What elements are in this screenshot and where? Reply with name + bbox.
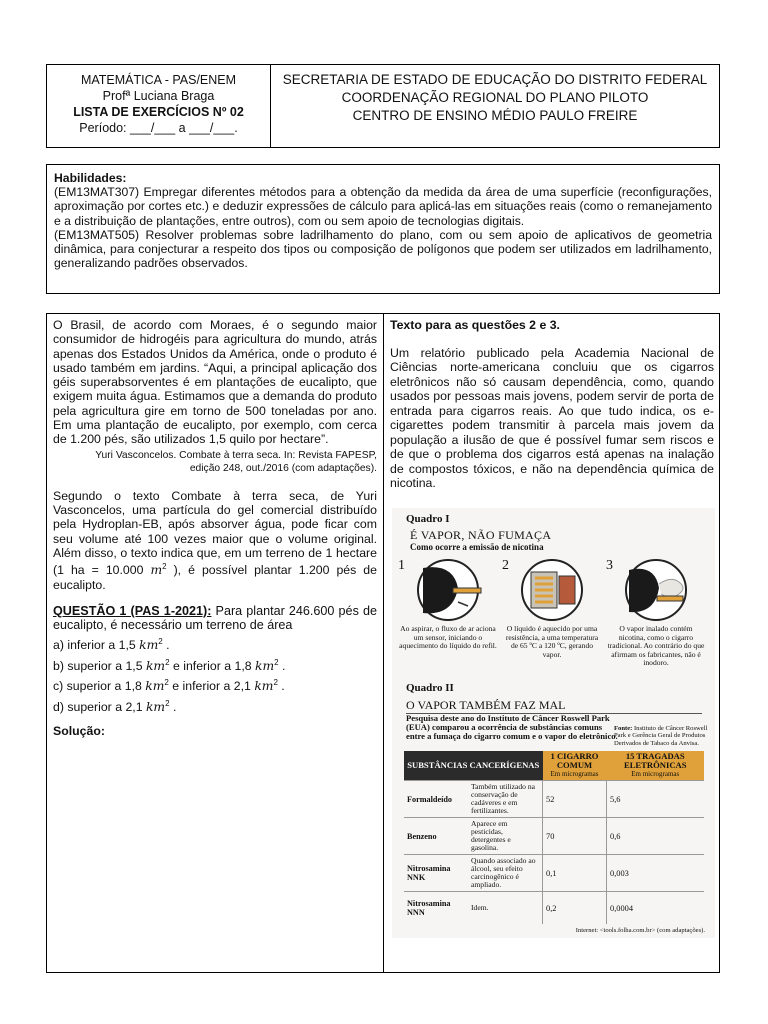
col-header-substances-label: SUBSTÂNCIAS CANCERÍGENAS — [407, 760, 540, 770]
unit-exp: 2 — [165, 698, 170, 708]
skills-title: Habilidades: — [54, 171, 127, 185]
column-divider — [383, 314, 384, 972]
question-1-label: QUESTÃO 1 (PAS 1-2021): — [53, 603, 212, 618]
step-2-number: 2 — [502, 558, 509, 573]
option-a-text: a) inferior a 1,5 — [53, 638, 140, 653]
solution-label: Solução: — [53, 724, 105, 738]
col-header-electronic-unit: Em microgramas — [631, 770, 680, 778]
unit-exp: 2 — [273, 678, 278, 688]
cigarette-value: 52 — [543, 781, 607, 818]
option-b[interactable] — [53, 656, 377, 673]
list-title: LISTA DE EXERCÍCIOS Nº 02 — [73, 105, 244, 119]
skill-item-505: (EM13MAT505) Resolver problemas sobre ladrilhamento do plano, com ou sem apoio de aplicativos de geometria dinâmica, para conjecturar a respeito dos tipos ou composição de polígonos que podem ser utilizados em ladrilhamento, generalizando padrões observados. — [54, 227, 712, 271]
quadro-1-heading: É VAPOR, NÃO FUMAÇA — [410, 528, 552, 542]
source-label: Fonte: — [614, 725, 633, 732]
step-1-number: 1 — [398, 558, 405, 573]
unit-exp: 2 — [164, 678, 169, 688]
face-inhale-icon — [413, 558, 483, 622]
option-b-mid: e inferior a 1,8 — [169, 658, 255, 673]
option-c-mid: e inferior a 2,1 — [168, 679, 255, 694]
right-column — [390, 318, 714, 491]
option-a[interactable] — [53, 635, 377, 652]
regional-coordination: COORDENAÇÃO REGIONAL DO PLANO PILOTO — [341, 90, 649, 105]
substance-desc: Quando associado ao álcool, seu efeito carcinogênico é ampliado. — [468, 855, 543, 892]
col-header-cigarette-label: 1 CIGARRO COMUM — [550, 751, 599, 770]
step-3 — [606, 558, 706, 668]
electronic-value: 0,0004 — [607, 892, 705, 925]
option-c[interactable] — [53, 676, 377, 693]
unit-exp: 2 — [158, 637, 163, 647]
option-a-end: . — [162, 638, 170, 653]
step-1 — [398, 558, 498, 651]
step-2-caption: O líquido é aquecido por uma resistência, a uma temperatura de 65 ºC a 120 ºC, gerando vapor. — [505, 624, 599, 659]
option-c-end: . — [277, 679, 285, 694]
quadro-1-subheading: Como ocorre a emissão de nicotina — [410, 542, 544, 552]
col-header-cigarette-unit: Em microgramas — [550, 770, 599, 778]
unit-km: km — [255, 658, 275, 673]
teacher-name: Profª Luciana Braga — [102, 89, 215, 103]
unit-km: km — [254, 679, 274, 694]
figure-credit: Internet: <tools.folha.com.br> (com adaptações). — [575, 927, 705, 934]
substance-name: Nitrosamina NNK — [404, 855, 468, 892]
table-row — [404, 781, 704, 818]
electronic-value: 5,6 — [607, 781, 705, 818]
cigarette-value: 70 — [543, 818, 607, 855]
step-3-number: 3 — [606, 558, 613, 573]
left-column — [53, 318, 377, 738]
skills-box — [46, 164, 720, 294]
header-box — [46, 64, 720, 148]
school-name: CENTRO DE ENSINO MÉDIO PAULO FREIRE — [352, 108, 638, 123]
skill-item-307: (EM13MAT307) Empregar diferentes métodos para a obtenção da medida da área de uma superfície (reconfigurações, aproximação por cortes etc.) e deduzir expressões de cálculo para aplicá-las em situações reais (como o remanejamento e a distribuição de plantações, entre outros), com ou sem apoio de tecnologias digitais. — [54, 185, 712, 228]
quadro-2-source — [614, 725, 709, 747]
option-d-end: . — [169, 699, 177, 714]
unit-km: km — [139, 638, 159, 653]
step-3-caption: O vapor inalado contém nicotina, como o cigarro tradicional. Ao contrário do que afirmam os fabricantes, não é inodoro. — [607, 624, 705, 668]
substances-table — [404, 751, 704, 924]
table-row — [404, 892, 704, 925]
context-text-b: ), é possível plantar 1.200 pés de eucalipto. — [53, 563, 377, 592]
substance-name: Formaldeído — [404, 781, 468, 818]
header-left — [47, 65, 271, 147]
col-header-electronic-label: 15 TRAGADAS ELETRÔNICAS — [623, 751, 687, 770]
substance-name: Benzeno — [404, 818, 468, 855]
option-d-text: d) superior a 2,1 — [53, 699, 146, 714]
ecigarette-figure — [392, 508, 715, 938]
right-column-title: Texto para as questões 2 e 3. — [390, 318, 560, 332]
source-text: Instituto de Câncer Roswell Park e Gerência Geral de Produtos Derivados de Tabaco da Anvisa. — [614, 725, 708, 747]
citation-line-2: edição 248, out./2016 (com adaptações). — [189, 462, 377, 474]
step-1-caption: Ao aspirar, o fluxo de ar aciona um sensor, iniciando o aquecimento do líquido do refil. — [399, 624, 497, 651]
secretariat-name: SECRETARIA DE ESTADO DE EDUCAÇÃO DO DISTRITO FEDERAL — [282, 72, 708, 87]
unit-m: m — [150, 563, 163, 578]
option-c-text: c) superior a 1,8 — [53, 679, 146, 694]
period-field: Período: ___/___ a ___/___. — [79, 121, 238, 135]
substance-desc: Aparece em pesticidas, detergentes e gasolina. — [468, 818, 543, 855]
main-box — [46, 313, 720, 973]
citation — [53, 449, 377, 475]
step-2 — [502, 558, 602, 659]
table-row — [404, 818, 704, 855]
unit-exp: 2 — [165, 657, 170, 667]
ecigarette-text: Um relatório publicado pela Academia Nacional de Ciências norte-americana concluiu que os cigarros eletrônicos não só causam dependência, como, quando usados por pessoas mais jovens, podem servir de porta de entrada para cigarros reais. Ao que tudo indica, os e-cigarettes podem transmitir à parcela mais jovem da população a ilusão de que é possível fumar sem riscos e de que o problema dos cigarros está apenas na inalação de compostos tóxicos, e não na dependência química de nicotina. — [390, 345, 714, 490]
unit-km: km — [145, 658, 166, 673]
header-right — [271, 65, 719, 147]
table-header — [404, 751, 704, 781]
question-1-text: Para plantar 246.600 pés de eucalipto, é necessário um terreno de área — [53, 603, 377, 633]
col-header-substances — [404, 751, 543, 781]
cigarette-value: 0,2 — [543, 892, 607, 925]
subject-label: MATEMÁTICA - PAS/ENEM — [80, 73, 237, 87]
question-1 — [53, 604, 377, 633]
col-header-cigarette — [543, 751, 607, 781]
unit-exp: 2 — [162, 562, 167, 572]
unit-exp: 2 — [274, 657, 279, 667]
substance-desc: Idem. — [468, 892, 543, 925]
option-d[interactable] — [53, 697, 377, 714]
context-paragraph — [53, 489, 377, 592]
electronic-value: 0,003 — [607, 855, 705, 892]
heating-coil-icon — [517, 558, 587, 622]
cigarette-value: 0,1 — [543, 855, 607, 892]
option-b-end: . — [278, 658, 286, 673]
unit-km: km — [145, 679, 165, 694]
quadro-2-title: Quadro II — [406, 682, 454, 694]
citation-line-1: Yuri Vasconcelos. Combate à terra seca. In: Revista FAPESP, — [95, 449, 377, 461]
substance-name: Nitrosamina NNN — [404, 892, 468, 925]
quadro-2-subheading: Pesquisa deste ano do Instituto de Câncer Roswell Park (EUA) comparou a ocorrência de substâncias comuns entre a fumaça do cigarro comum e o vapor do eletrônico. — [406, 713, 618, 741]
unit-km: km — [145, 699, 166, 714]
context-text-a: Segundo o texto Combate à terra seca, de Yuri Vasconcelos, uma partícula do gel comercial distribuído pela Hydroplan-EB, após absorver água, pode ficar com seu volume até 100 vezes maior que o volume original. Além disso, o texto indica que, em um terreno de 1 hectare (1 ha = 10.000 — [53, 488, 377, 578]
quadro-2-heading: O VAPOR TAMBÉM FAZ MAL — [406, 698, 702, 714]
col-header-electronic — [607, 751, 705, 781]
quadro-1-title: Quadro I — [406, 513, 450, 525]
face-exhale-vapor-icon — [621, 558, 691, 622]
article-excerpt: O Brasil, de acordo com Moraes, é o segundo maior consumidor de hidrogéis para agricultura do mundo, atrás apenas dos Estados Unidos da América, onde o produto é usado também em jardins. “Aqui, a principal aplicação dos géis superabsorventes é em plantações de eucalipto, que exigem muita água. Estimamos que a demanda do produto pela agricultura gire em torno de 500 toneladas por ano. Em uma plantação de eucalipto, por exemplo, com cerca de 1.200 pés, são utilizados 1,5 quilo por hectare”. — [53, 318, 377, 447]
table-row — [404, 855, 704, 892]
option-b-text: b) superior a 1,5 — [53, 658, 146, 673]
substance-desc: Também utilizado na conservação de cadáveres e em fertilizantes. — [468, 781, 543, 818]
electronic-value: 0,6 — [607, 818, 705, 855]
